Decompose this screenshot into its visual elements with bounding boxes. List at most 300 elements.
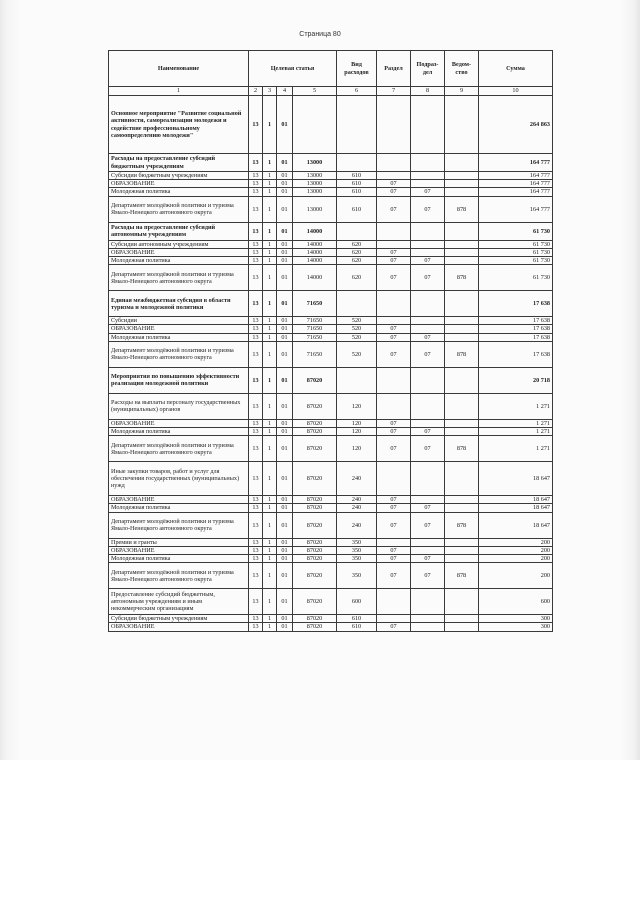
cell-program: 13 [249, 154, 263, 172]
table-row [109, 257, 553, 265]
cell-event: 01 [277, 265, 293, 291]
cell-expense-type: 350 [337, 563, 377, 589]
table-row [109, 419, 553, 427]
cell-name: Предоставление субсидий бюджетным, автономным учреждениям и иным некоммерческим организациям [109, 589, 249, 615]
cell-direction: 71650 [293, 341, 337, 367]
cell-event: 01 [277, 512, 293, 538]
cell-expense-type: 620 [337, 265, 377, 291]
table-row [109, 428, 553, 436]
cell-expense-type: 620 [337, 248, 377, 256]
table-header-row [109, 51, 553, 87]
cell-direction: 87020 [293, 504, 337, 512]
cell-expense-type: 120 [337, 393, 377, 419]
cell-subprogram: 1 [263, 291, 277, 317]
cell-subprogram: 1 [263, 367, 277, 393]
table-row [109, 393, 553, 419]
header-target-article: Целевая статья [249, 51, 337, 87]
cell-name: Молодежная политика [109, 188, 249, 196]
cell-sum: 17 638 [479, 325, 553, 333]
cell-subprogram: 1 [263, 154, 277, 172]
cell-sum: 164 777 [479, 188, 553, 196]
cell-section: 07 [377, 333, 411, 341]
cell-subsection [411, 538, 445, 546]
cell-subsection [411, 623, 445, 631]
cell-department [445, 188, 479, 196]
cell-event: 01 [277, 623, 293, 631]
cell-name: Молодежная политика [109, 428, 249, 436]
column-number-row [109, 87, 553, 96]
cell-name: Субсидии бюджетным учреждениям [109, 615, 249, 623]
cell-subprogram: 1 [263, 563, 277, 589]
cell-subsection: 07 [411, 555, 445, 563]
cell-name: Иные закупки товаров, работ и услуг для обеспечения государственных (муниципальных) нужд [109, 462, 249, 496]
cell-name: ОБРАЗОВАНИЕ [109, 496, 249, 504]
cell-subprogram: 1 [263, 96, 277, 154]
cell-expense-type: 120 [337, 436, 377, 462]
col-num-4: 4 [277, 87, 293, 96]
cell-direction: 87020 [293, 512, 337, 538]
cell-direction: 87020 [293, 393, 337, 419]
cell-section [377, 462, 411, 496]
table-row [109, 615, 553, 623]
cell-program: 13 [249, 240, 263, 248]
cell-program: 13 [249, 96, 263, 154]
cell-name: ОБРАЗОВАНИЕ [109, 180, 249, 188]
cell-subsection [411, 180, 445, 188]
cell-sum: 18 647 [479, 462, 553, 496]
col-num-9: 9 [445, 87, 479, 96]
cell-direction: 87020 [293, 563, 337, 589]
cell-subprogram: 1 [263, 341, 277, 367]
table-row [109, 196, 553, 222]
cell-subsection [411, 240, 445, 248]
cell-event: 01 [277, 589, 293, 615]
cell-event: 01 [277, 333, 293, 341]
cell-event: 01 [277, 419, 293, 427]
cell-section [377, 538, 411, 546]
cell-direction: 87020 [293, 538, 337, 546]
cell-expense-type [337, 291, 377, 317]
table-row [109, 333, 553, 341]
cell-section: 07 [377, 555, 411, 563]
cell-event: 01 [277, 188, 293, 196]
cell-subsection [411, 172, 445, 180]
cell-section [377, 393, 411, 419]
cell-department [445, 172, 479, 180]
cell-section [377, 615, 411, 623]
cell-sum: 61 730 [479, 222, 553, 240]
cell-expense-type: 610 [337, 196, 377, 222]
cell-expense-type: 610 [337, 623, 377, 631]
cell-department [445, 615, 479, 623]
table-row [109, 538, 553, 546]
cell-program: 13 [249, 248, 263, 256]
table-row [109, 462, 553, 496]
cell-event: 01 [277, 555, 293, 563]
cell-expense-type [337, 367, 377, 393]
cell-program: 13 [249, 367, 263, 393]
cell-name: Департамент молодёжной политики и туризма Ямало-Ненецкого автономного округа [109, 196, 249, 222]
cell-subsection [411, 496, 445, 504]
cell-subprogram: 1 [263, 512, 277, 538]
cell-program: 13 [249, 222, 263, 240]
cell-direction: 71650 [293, 291, 337, 317]
cell-section: 07 [377, 504, 411, 512]
cell-direction: 87020 [293, 462, 337, 496]
cell-direction: 87020 [293, 419, 337, 427]
cell-expense-type [337, 154, 377, 172]
cell-sum: 200 [479, 555, 553, 563]
cell-direction: 87020 [293, 428, 337, 436]
cell-name: Премии и гранты [109, 538, 249, 546]
table-row [109, 96, 553, 154]
cell-event: 01 [277, 257, 293, 265]
cell-program: 13 [249, 265, 263, 291]
cell-sum: 61 730 [479, 257, 553, 265]
cell-direction: 14000 [293, 240, 337, 248]
cell-name: Единая межбюджетная субсидия в области туризма и молодежной политики [109, 291, 249, 317]
cell-direction: 13000 [293, 196, 337, 222]
cell-section [377, 222, 411, 240]
cell-subprogram: 1 [263, 222, 277, 240]
cell-event: 01 [277, 341, 293, 367]
table-row [109, 436, 553, 462]
cell-event: 01 [277, 462, 293, 496]
cell-subprogram: 1 [263, 538, 277, 546]
cell-section: 07 [377, 188, 411, 196]
cell-subprogram: 1 [263, 265, 277, 291]
cell-subprogram: 1 [263, 317, 277, 325]
cell-department [445, 154, 479, 172]
cell-department [445, 419, 479, 427]
cell-section: 07 [377, 419, 411, 427]
cell-section [377, 172, 411, 180]
cell-name: Субсидии бюджетным учреждениям [109, 172, 249, 180]
cell-name: Расходы на предоставление субсидий автономным учреждениям [109, 222, 249, 240]
cell-subprogram: 1 [263, 462, 277, 496]
cell-sum: 1 271 [479, 419, 553, 427]
cell-sum: 200 [479, 546, 553, 554]
cell-section: 07 [377, 436, 411, 462]
cell-section [377, 317, 411, 325]
budget-table [108, 50, 553, 632]
cell-program: 13 [249, 496, 263, 504]
cell-subprogram: 1 [263, 504, 277, 512]
cell-direction: 87020 [293, 589, 337, 615]
cell-event: 01 [277, 240, 293, 248]
cell-sum: 164 777 [479, 172, 553, 180]
cell-sum: 20 718 [479, 367, 553, 393]
cell-direction: 13000 [293, 172, 337, 180]
cell-subsection [411, 248, 445, 256]
cell-subsection: 07 [411, 512, 445, 538]
col-num-3: 3 [263, 87, 277, 96]
cell-name: ОБРАЗОВАНИЕ [109, 248, 249, 256]
cell-subsection [411, 154, 445, 172]
cell-expense-type: 610 [337, 615, 377, 623]
cell-section: 07 [377, 257, 411, 265]
cell-event: 01 [277, 367, 293, 393]
cell-sum: 164 777 [479, 196, 553, 222]
cell-event: 01 [277, 496, 293, 504]
cell-department: 878 [445, 512, 479, 538]
cell-subprogram: 1 [263, 257, 277, 265]
cell-sum: 1 271 [479, 393, 553, 419]
cell-sum: 1 271 [479, 428, 553, 436]
cell-subsection [411, 419, 445, 427]
cell-expense-type: 520 [337, 317, 377, 325]
cell-subprogram: 1 [263, 615, 277, 623]
col-num-6: 6 [337, 87, 377, 96]
cell-section: 07 [377, 248, 411, 256]
cell-sum: 61 730 [479, 248, 553, 256]
table-row [109, 623, 553, 631]
cell-expense-type: 620 [337, 240, 377, 248]
cell-subprogram: 1 [263, 589, 277, 615]
cell-program: 13 [249, 180, 263, 188]
cell-expense-type: 350 [337, 538, 377, 546]
cell-direction: 87020 [293, 615, 337, 623]
cell-expense-type: 350 [337, 546, 377, 554]
cell-program: 13 [249, 291, 263, 317]
cell-department [445, 291, 479, 317]
cell-direction: 14000 [293, 248, 337, 256]
cell-event: 01 [277, 248, 293, 256]
cell-department [445, 589, 479, 615]
cell-section: 07 [377, 563, 411, 589]
cell-section [377, 154, 411, 172]
cell-event: 01 [277, 180, 293, 188]
cell-expense-type: 240 [337, 462, 377, 496]
cell-event: 01 [277, 291, 293, 317]
cell-subprogram: 1 [263, 496, 277, 504]
cell-expense-type: 520 [337, 333, 377, 341]
col-num-8: 8 [411, 87, 445, 96]
cell-department [445, 504, 479, 512]
cell-section: 07 [377, 428, 411, 436]
cell-direction: 87020 [293, 436, 337, 462]
cell-direction: 13000 [293, 188, 337, 196]
cell-name: Основное мероприятие "Развитие социальной активности, самореализации молодежи и содействие профессиональному самоопределению молодежи" [109, 96, 249, 154]
cell-event: 01 [277, 563, 293, 589]
cell-direction: 87020 [293, 555, 337, 563]
cell-name: Субсидии автономным учреждениям [109, 240, 249, 248]
cell-subsection [411, 222, 445, 240]
cell-direction: 13000 [293, 154, 337, 172]
cell-expense-type: 240 [337, 504, 377, 512]
cell-program: 13 [249, 333, 263, 341]
cell-subsection: 07 [411, 436, 445, 462]
cell-department: 878 [445, 196, 479, 222]
cell-subprogram: 1 [263, 196, 277, 222]
cell-expense-type: 610 [337, 180, 377, 188]
cell-department [445, 240, 479, 248]
cell-department [445, 257, 479, 265]
cell-name: Субсидии [109, 317, 249, 325]
table-row [109, 222, 553, 240]
cell-name: Департамент молодёжной политики и туризма Ямало-Ненецкого автономного округа [109, 341, 249, 367]
cell-program: 13 [249, 589, 263, 615]
cell-direction: 71650 [293, 325, 337, 333]
cell-section [377, 96, 411, 154]
cell-event: 01 [277, 393, 293, 419]
cell-name: Департамент молодёжной политики и туризма Ямало-Ненецкого автономного округа [109, 563, 249, 589]
cell-direction: 14000 [293, 257, 337, 265]
cell-event: 01 [277, 428, 293, 436]
cell-name: Расходы на выплаты персоналу государственных (муниципальных) органов [109, 393, 249, 419]
table-row [109, 512, 553, 538]
cell-expense-type: 520 [337, 325, 377, 333]
cell-event: 01 [277, 436, 293, 462]
cell-department [445, 367, 479, 393]
cell-subprogram: 1 [263, 428, 277, 436]
cell-sum: 18 647 [479, 496, 553, 504]
cell-direction: 87020 [293, 496, 337, 504]
cell-program: 13 [249, 188, 263, 196]
cell-department: 878 [445, 265, 479, 291]
cell-subsection [411, 546, 445, 554]
cell-sum: 61 730 [479, 240, 553, 248]
col-num-5: 5 [293, 87, 337, 96]
cell-name: Молодежная политика [109, 333, 249, 341]
cell-expense-type: 610 [337, 188, 377, 196]
cell-subprogram: 1 [263, 172, 277, 180]
cell-name: Мероприятия по повышению эффективности реализации молодежной политики [109, 367, 249, 393]
cell-subsection: 07 [411, 265, 445, 291]
cell-sum: 200 [479, 538, 553, 546]
cell-sum: 17 638 [479, 317, 553, 325]
cell-event: 01 [277, 325, 293, 333]
cell-event: 01 [277, 538, 293, 546]
cell-section: 07 [377, 546, 411, 554]
table-row [109, 291, 553, 317]
cell-program: 13 [249, 172, 263, 180]
cell-direction: 87020 [293, 623, 337, 631]
cell-name: ОБРАЗОВАНИЕ [109, 325, 249, 333]
cell-program: 13 [249, 615, 263, 623]
header-sum: Сумма [479, 51, 553, 87]
header-subsection: Подраз-дел [411, 51, 445, 87]
cell-section: 07 [377, 341, 411, 367]
cell-program: 13 [249, 504, 263, 512]
cell-event: 01 [277, 196, 293, 222]
cell-expense-type: 120 [337, 419, 377, 427]
header-department: Ведом-ство [445, 51, 479, 87]
cell-direction: 71650 [293, 317, 337, 325]
cell-subsection: 07 [411, 341, 445, 367]
table-row [109, 265, 553, 291]
cell-subsection [411, 393, 445, 419]
cell-section [377, 291, 411, 317]
cell-department [445, 496, 479, 504]
cell-section [377, 589, 411, 615]
cell-subsection [411, 325, 445, 333]
cell-subprogram: 1 [263, 248, 277, 256]
cell-department: 878 [445, 563, 479, 589]
cell-department [445, 248, 479, 256]
cell-event: 01 [277, 96, 293, 154]
cell-sum: 18 647 [479, 512, 553, 538]
cell-department [445, 428, 479, 436]
cell-sum: 300 [479, 615, 553, 623]
col-num-10: 10 [479, 87, 553, 96]
cell-department [445, 317, 479, 325]
cell-expense-type: 240 [337, 496, 377, 504]
cell-name: Молодежная политика [109, 555, 249, 563]
empty-area [0, 760, 640, 905]
cell-subprogram: 1 [263, 419, 277, 427]
cell-subsection: 07 [411, 504, 445, 512]
table-row [109, 180, 553, 188]
cell-direction: 87020 [293, 546, 337, 554]
table-row [109, 154, 553, 172]
cell-subprogram: 1 [263, 188, 277, 196]
cell-subprogram: 1 [263, 436, 277, 462]
cell-program: 13 [249, 555, 263, 563]
cell-program: 13 [249, 563, 263, 589]
cell-name: Департамент молодёжной политики и туризма Ямало-Ненецкого автономного округа [109, 436, 249, 462]
cell-department [445, 180, 479, 188]
cell-department: 878 [445, 341, 479, 367]
cell-subprogram: 1 [263, 546, 277, 554]
cell-program: 13 [249, 341, 263, 367]
cell-name: Молодежная политика [109, 504, 249, 512]
cell-event: 01 [277, 222, 293, 240]
cell-subsection [411, 96, 445, 154]
cell-department [445, 546, 479, 554]
cell-event: 01 [277, 615, 293, 623]
cell-section [377, 240, 411, 248]
cell-program: 13 [249, 317, 263, 325]
cell-department: 878 [445, 436, 479, 462]
cell-event: 01 [277, 317, 293, 325]
cell-expense-type: 600 [337, 589, 377, 615]
cell-direction: 13000 [293, 180, 337, 188]
col-num-1: 1 [109, 87, 249, 96]
cell-direction: 71650 [293, 333, 337, 341]
cell-subsection: 07 [411, 188, 445, 196]
table-row [109, 504, 553, 512]
cell-sum: 600 [479, 589, 553, 615]
cell-expense-type: 620 [337, 257, 377, 265]
cell-program: 13 [249, 419, 263, 427]
cell-subsection: 07 [411, 333, 445, 341]
cell-event: 01 [277, 154, 293, 172]
cell-expense-type [337, 96, 377, 154]
table-row [109, 172, 553, 180]
cell-section: 07 [377, 180, 411, 188]
table-row [109, 317, 553, 325]
cell-department [445, 555, 479, 563]
cell-section: 07 [377, 265, 411, 291]
cell-program: 13 [249, 546, 263, 554]
cell-subprogram: 1 [263, 623, 277, 631]
cell-department [445, 96, 479, 154]
cell-sum: 264 863 [479, 96, 553, 154]
cell-subsection [411, 589, 445, 615]
cell-subprogram: 1 [263, 325, 277, 333]
cell-department [445, 333, 479, 341]
cell-subsection [411, 317, 445, 325]
cell-subprogram: 1 [263, 333, 277, 341]
cell-department [445, 538, 479, 546]
cell-direction: 14000 [293, 222, 337, 240]
table-row [109, 325, 553, 333]
cell-section: 07 [377, 325, 411, 333]
cell-sum: 300 [479, 623, 553, 631]
cell-program: 13 [249, 462, 263, 496]
cell-sum: 164 777 [479, 180, 553, 188]
